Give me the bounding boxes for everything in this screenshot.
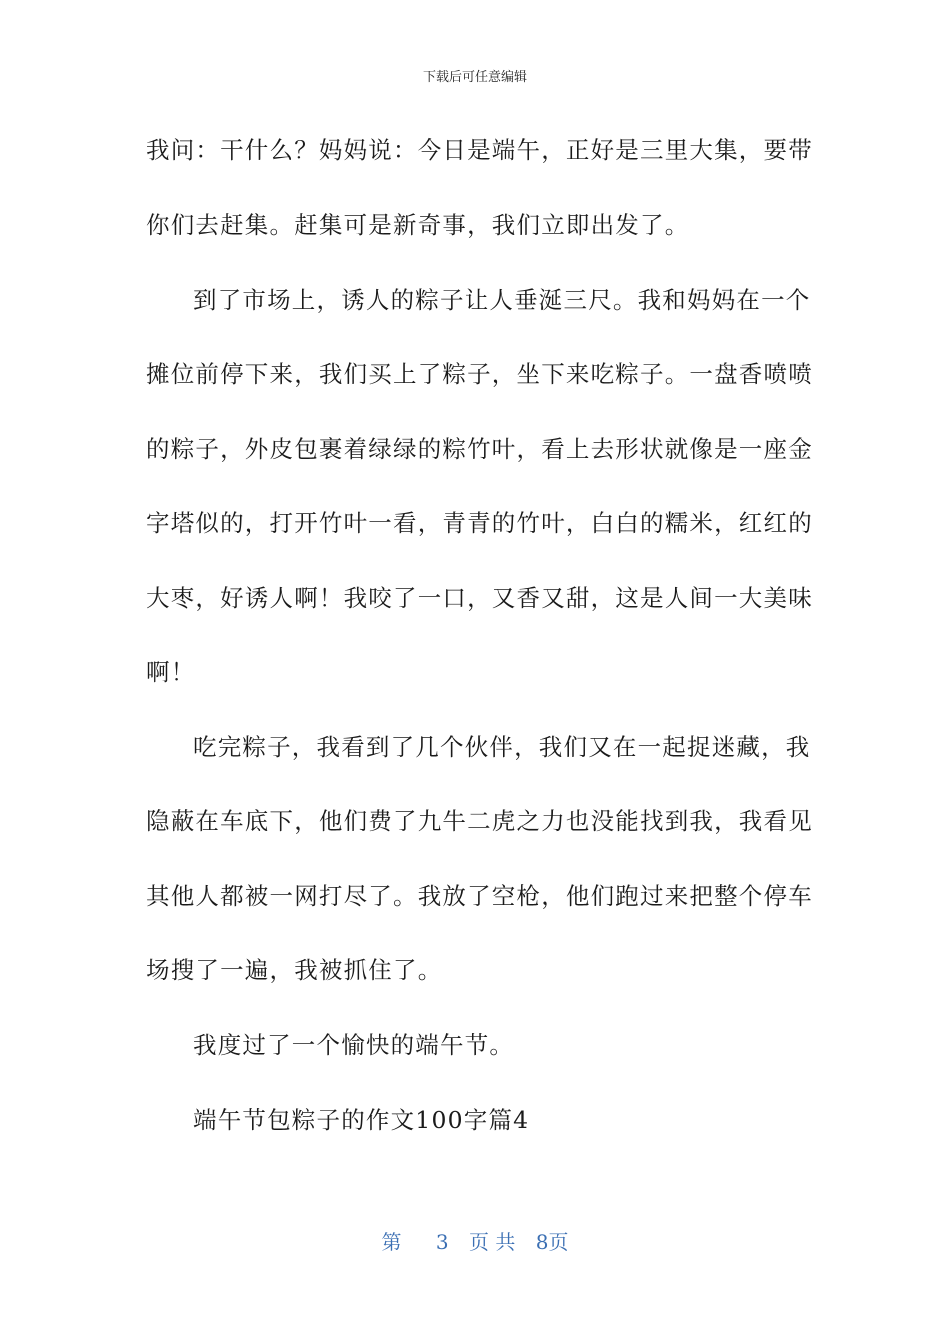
text-line: 的粽子，外皮包裹着绿绿的粽竹叶，看上去形状就像是一座金 <box>146 435 813 463</box>
footer-page-number: 3 <box>435 1230 449 1254</box>
text-line: 大枣，好诱人啊！我咬了一口，又香又甜，这是人间一大美味 <box>146 584 813 612</box>
footer-prefix: 第 <box>381 1230 402 1254</box>
text-line: 字塔似的，打开竹叶一看，青青的竹叶，白白的糯米，红红的 <box>146 509 813 537</box>
text-line: 摊位前停下来，我们买上了粽子，坐下来吃粽子。一盘香喷喷 <box>146 360 813 388</box>
footer-middle: 页 共 <box>469 1230 516 1254</box>
text-line: 场搜了一遍，我被抓住了。 <box>146 956 443 984</box>
footer-suffix: 页 <box>548 1230 569 1254</box>
page-footer <box>0 1226 950 1255</box>
text-line: 啊！ <box>146 658 196 686</box>
text-line: 隐蔽在车底下，他们费了九牛二虎之力也没能找到我，我看见 <box>146 807 813 835</box>
page-header: 下载后可任意编辑 <box>422 70 527 85</box>
text-line: 我度过了一个愉快的端午节。 <box>193 1031 515 1059</box>
text-line: 吃完粽子，我看到了几个伙伴，我们又在一起捉迷藏，我 <box>193 733 811 761</box>
text-line: 其他人都被一网打尽了。我放了空枪，他们跑过来把整个停车 <box>146 882 813 910</box>
text-line: 我问：干什么？妈妈说：今日是端午，正好是三里大集，要带 <box>146 136 813 164</box>
footer-total-pages: 8 <box>535 1230 549 1254</box>
text-line: 到了市场上，诱人的粽子让人垂涎三尺。我和妈妈在一个 <box>193 286 811 314</box>
section-heading: 端午节包粽子的作文100字篇4 <box>193 1106 530 1134</box>
text-line: 你们去赶集。赶集可是新奇事，我们立即出发了。 <box>146 211 690 239</box>
